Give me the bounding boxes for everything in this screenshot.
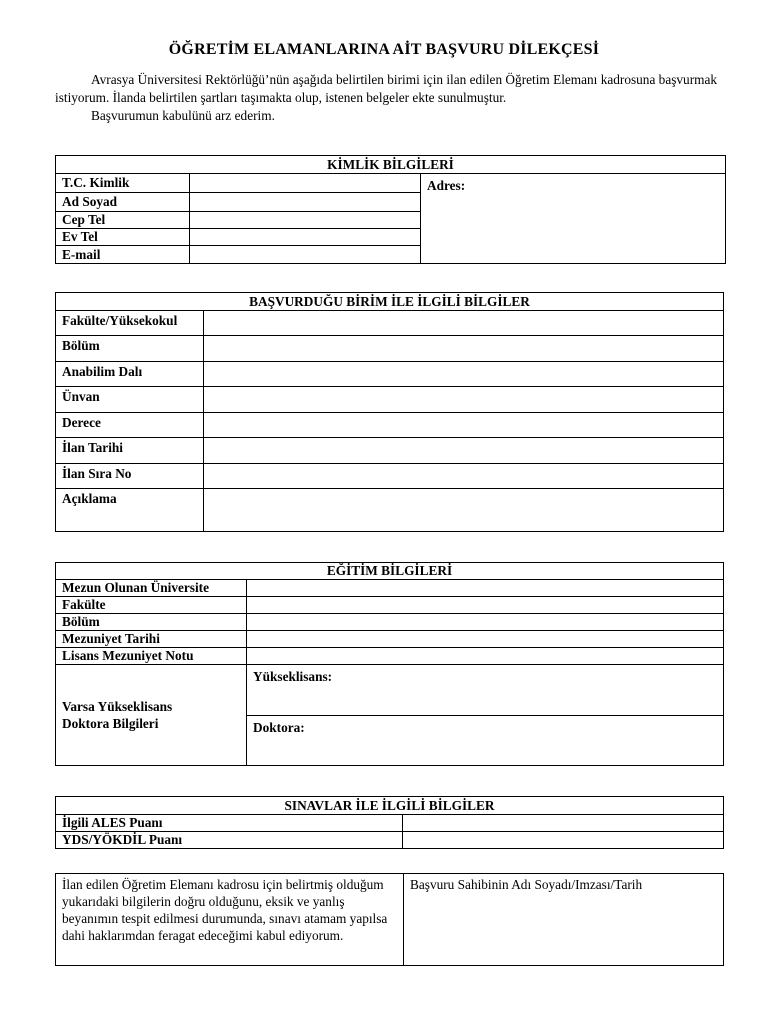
- faculty-field[interactable]: [204, 311, 724, 336]
- intro-text: Avrasya Üniversitesi Rektörlüğü’nün aşağıda belirtilen birimi için ilan edilen Öğretim Elemanı kadrosuna başvurmak istiyorum. İlanda belirtilen şartları taşımakta olup, istenen belgeler ekte sunulmuştur.: [55, 72, 718, 105]
- declaration-text: İlan edilen Öğretim Elemanı kadrosu için belirtmiş olduğum yukarıdaki bilgilerin doğru olduğunu, eksik ve yanlış beyanımın tespit edilmesi durumunda, sınavı atamam yapılsa dahi haklarımdan feragat edeceğimi kabul ediyorum.: [56, 874, 404, 966]
- yds-label: YDS/YÖKDİL Puanı: [56, 832, 403, 849]
- edu-faculty-field[interactable]: [247, 597, 724, 614]
- identity-header: KİMLİK BİLGİLERİ: [56, 156, 726, 174]
- education-table: [55, 562, 724, 766]
- email-field[interactable]: [190, 246, 421, 264]
- address-field[interactable]: [421, 174, 726, 264]
- signature-field[interactable]: [404, 874, 724, 966]
- degree-label: Derece: [56, 413, 204, 438]
- home-phone-label: Ev Tel: [56, 229, 190, 246]
- form-title: ÖĞRETİM ELAMANLARINA AİT BAŞVURU DİLEKÇESİ: [168, 41, 600, 58]
- university-label: Mezun Olunan Üniversite: [56, 580, 247, 597]
- university-field[interactable]: [247, 580, 724, 597]
- edu-department-label: Bölüm: [56, 614, 247, 631]
- division-label: Anabilim Dalı: [56, 362, 204, 387]
- ales-field[interactable]: [403, 815, 724, 832]
- tc-label: T.C. Kimlik: [56, 174, 190, 193]
- ad-date-label: İlan Tarihi: [56, 438, 204, 464]
- postgrad-label: [56, 665, 247, 766]
- declaration-table: [55, 873, 724, 966]
- signature-label: Başvuru Sahibinin Adı Soyadı/Imzası/Tarih: [410, 877, 643, 892]
- ad-number-field[interactable]: [204, 464, 724, 489]
- edu-faculty-label: Fakülte: [56, 597, 247, 614]
- department-label: Bölüm: [56, 336, 204, 362]
- doctorate-field[interactable]: [247, 716, 724, 766]
- masters-field[interactable]: [247, 665, 724, 716]
- academic-title-field[interactable]: [204, 387, 724, 413]
- department-field[interactable]: [204, 336, 724, 362]
- edu-department-field[interactable]: [247, 614, 724, 631]
- degree-field[interactable]: [204, 413, 724, 438]
- grade-label: Lisans Mezuniyet Notu: [56, 648, 247, 665]
- graduation-date-field[interactable]: [247, 631, 724, 648]
- postgrad-label-line2: Doktora Bilgileri: [62, 716, 159, 731]
- ad-number-label: İlan Sıra No: [56, 464, 204, 489]
- unit-header: BAŞVURDUĞU BİRİM İLE İLGİLİ BİLGİLER: [56, 293, 724, 311]
- address-label: Adres:: [427, 178, 466, 193]
- unit-table: [55, 292, 724, 532]
- note-field[interactable]: [204, 489, 724, 532]
- division-field[interactable]: [204, 362, 724, 387]
- graduation-date-label: Mezuniyet Tarihi: [56, 631, 247, 648]
- home-phone-field[interactable]: [190, 229, 421, 246]
- education-header: EĞİTİM BİLGİLERİ: [56, 563, 724, 580]
- intro-paragraph: [55, 71, 725, 125]
- identity-table: [55, 155, 726, 264]
- doctorate-label: Doktora:: [253, 720, 305, 735]
- academic-title-label: Ünvan: [56, 387, 204, 413]
- ales-label: İlgili ALES Puanı: [56, 815, 403, 832]
- tc-field[interactable]: [190, 174, 421, 193]
- name-field[interactable]: [190, 193, 421, 212]
- exams-table: [55, 796, 724, 849]
- grade-field[interactable]: [247, 648, 724, 665]
- email-label: E-mail: [56, 246, 190, 264]
- faculty-label: Fakülte/Yüksekokul: [56, 311, 204, 336]
- postgrad-label-line1: Varsa Yükseklisans: [62, 699, 173, 714]
- mobile-label: Cep Tel: [56, 212, 190, 229]
- intro-closing: Başvurumun kabulünü arz ederim.: [91, 108, 275, 123]
- masters-label: Yükseklisans:: [253, 669, 333, 684]
- exams-header: SINAVLAR İLE İLGİLİ BİLGİLER: [56, 797, 724, 815]
- yds-field[interactable]: [403, 832, 724, 849]
- mobile-field[interactable]: [190, 212, 421, 229]
- ad-date-field[interactable]: [204, 438, 724, 464]
- note-label: Açıklama: [56, 489, 204, 532]
- name-label: Ad Soyad: [56, 193, 190, 212]
